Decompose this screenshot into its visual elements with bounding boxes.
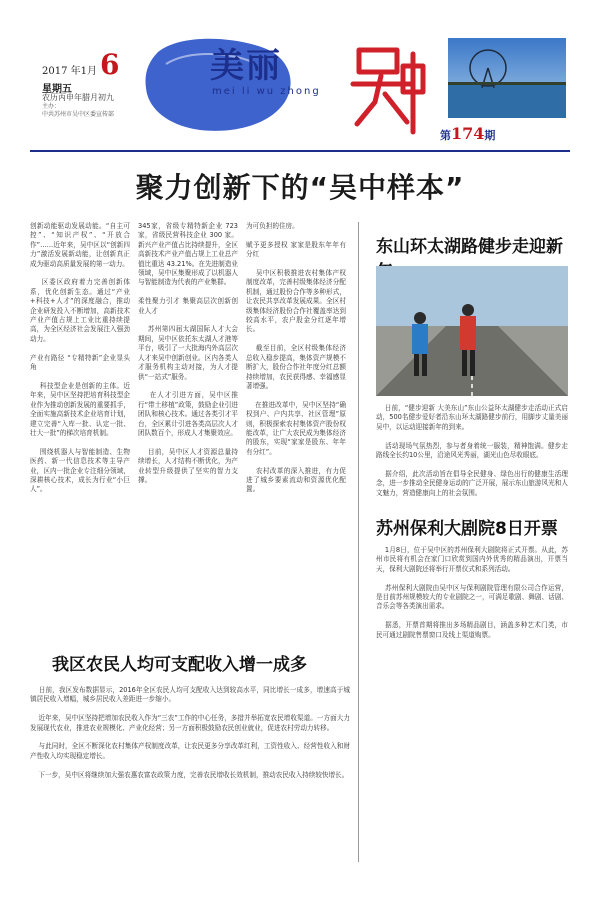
issue-suffix: 期 [484,129,496,142]
date-year-month: 2017 年1月 [42,66,97,77]
date-lunar: 农历丙申年腊月初九 [42,93,114,102]
editor-label: 主办： [42,103,61,110]
date-weekday: 星期五 [42,84,72,95]
story1-body: 日前，“健步迎新 大美东山”东山公益环太湖健步走活动正式启动，500名健步爱好者沿东山环太湖路健步前行，用脚步丈量美丽吴中，以运动迎接新年的到来。 活动现场气氛热烈，参与者身着统一服装，精神饱满。健步走路线全长约10公里，沿途风光秀丽，湖光山色尽收眼底。 据介绍，此次活动旨在倡导全民健身、绿色出行的健康生活理念，进一步推动全民健身运动的广泛开展，展示东山旅游风光和人文魅力，营造健康向上的社会氛围。 [376,404,569,497]
story3-title: 苏州保利大剧院8日开票 [376,519,558,539]
wuzhong-seal-logo [345,32,430,137]
editor-info [42,103,152,119]
walkers-photo [376,266,568,396]
story2-body: 日前，我区发布数据显示，2016年全区农民人均可支配收入达到较高水平，同比增长一成多，增速高于城镇居民收入增幅，城乡居民收入差距进一步缩小。 近年来，吴中区坚持把增加农民收入作为“三农”工作的中心任务，多措并举拓宽农民增收渠道。一方面大力发展现代农业，推进农业规模化、产业化经营；另一方面积极鼓励农民创业就业，促进农村劳动力转移。 与此同时，全区不断深化农村集体产权制度改革，让农民更多分享改革红利，工资性收入、经营性收入和财产性收入均实现稳定增长。 下一步，吴中区将继续加大强农惠农富农政策力度，完善农民增收长效机制，推动农民收入持续较快增长。 [30,686,351,779]
issue-number [440,124,495,143]
date-day: 6 [100,48,120,81]
story2-title: 我区农民人均可支配收入增一成多 [52,655,307,675]
lead-column-1: 创新动能驱动发展动能。“自主可控”、“知识产权”、“开放合作”……近年来，吴中区以“创新四力”激活发展新动能，让创新真正成为驱动高质量发展的第一动力。 区委区政府着力完善创新体系，优化创新生态。通过“产业+科技+人才”的深度融合，推动企业研发投入不断增加，高新技术产业产值占规上工业比重持续提高，为全区经济社会发展注入强劲动力。 产业有路径 “专精特新”企业显头角 科技型企业是创新的主体。近年来，吴中区坚持把培育科技型企业作为推动创新发展的重要抓手，全面实施高新技术企业培育计划，建立完善“入库一批、认定一批、壮大一批”的梯次培育机制。 围绕机器人与智能制造、生物医药、新一代信息技术等主导产业，区内一批企业专注细分领域，深耕核心技术，成长为行业“小巨人”。 [30,222,130,494]
column-divider [358,222,359,862]
lead-column-2: 345家，省级专精特新企业 723 家，省级民营科技企业 300 家。新兴产业产值占比持续提升，全区高新技术产业产值占规上工业总产值比重达 43.21%。在先进制造业领域，吴中区集聚形成了以机器人与智能制造为代表的产业集群。 柔性聚力引才 集聚高层次创新创业人才 苏州第四届太湖国际人才大会期间，吴中区依托东太湖人才港等平台，吸引了一大批海内外高层次人才来吴中创新创业。区内各类人才服务机构主动对接，为人才提供“一站式”服务。 在人才引进方面，吴中区推行“带土移植”政策，鼓励企业引进团队和核心技术。通过各类引才平台，全区累计引进各类高层次人才团队数百个，形成人才集聚效应。 目前，吴中区人才资源总量持续增长，人才结构不断优化，为产业转型升级提供了坚实的智力支撑。 [138,222,238,484]
brand-title: 美丽 [210,46,282,86]
story1-title: 东山环太湖路健步走迎新 [376,237,563,257]
masthead-rule [30,150,570,152]
lead-headline: 聚力创新下的“吴中样本” [135,171,465,204]
lake-ferris-wheel-photo [448,38,566,118]
issue-no: 174 [451,124,485,143]
editor-org: 中共苏州市吴中区委宣传部 [42,111,115,118]
masthead [0,0,600,150]
story3-body: 1月8日，位于吴中区的苏州保利大剧院将正式开票。从此，苏州市民将有机会在家门口欣赏到国内外优秀的精品演出，开票当天，保利大剧院还将举行开票仪式和系列活动。 苏州保利大剧院由吴中区与保利剧院管理有限公司合作运营，是目前苏州规模较大的专业剧院之一，可满足歌剧、舞剧、话剧、音乐会等各类演出需求。 据悉，开票首期将推出多场精品剧目，涵盖多种艺术门类，市民可通过剧院售票窗口及线上渠道购票。 [376,546,569,639]
brand-pinyin: mei li wu zhong [212,86,321,97]
lead-column-3: 为可负担的住房。 赋予更多授权 家家是股东年年有分红 吴中区积极推进农村集体产权制度改革，完善村级集体经济分配机制，通过股份合作等多种形式，让农民共享改革发展成果。全区村级集体经济股份合作社覆盖率达到较高水平，农户股金分红逐年增长。 截至目前，全区村级集体经济总收入稳步提高，集体资产规模不断扩大，股份合作社年度分红总额持续增加，农民获得感、幸福感显著增强。 在推进改革中，吴中区坚持“确权到户、户内共享、社区管理”原则，积极探索农村集体资产股份权能改革，让广大农民成为集体经济的股东，实现“家家是股东、年年有分红”。 农村改革的深入推进，有力促进了城乡要素流动和资源优化配置。 [246,222,346,494]
issue-prefix: 第 [440,129,451,142]
